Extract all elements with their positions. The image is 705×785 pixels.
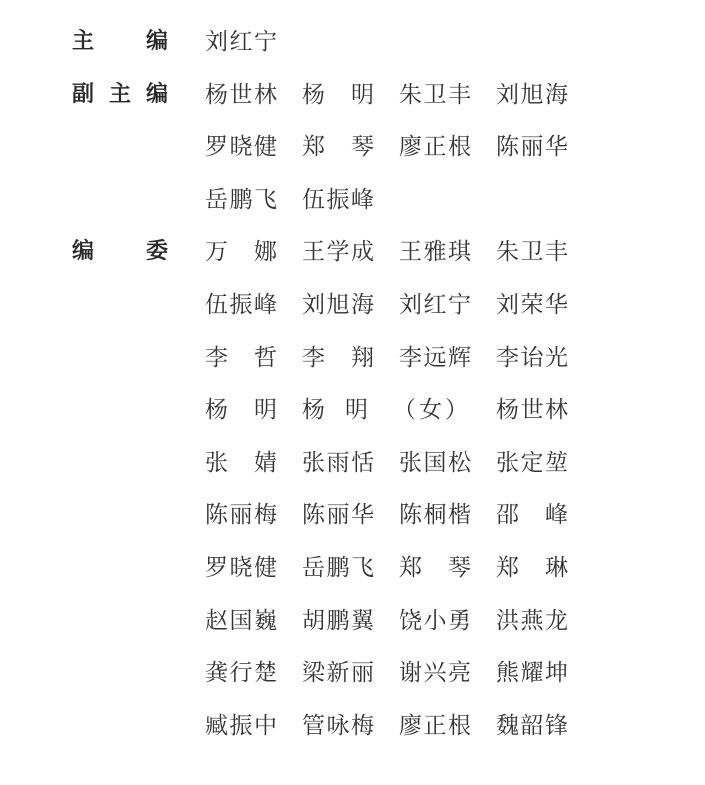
member-name: 洪燕龙 — [496, 607, 568, 634]
member-name: 郑琴 — [399, 555, 471, 581]
member-name: 罗晓健 — [205, 134, 277, 161]
member-name: 张定堃 — [496, 449, 568, 476]
editorial-committee-label: 编委 — [72, 239, 168, 265]
member-name: 管咏梅 — [302, 712, 374, 739]
member-name: 朱卫丰 — [399, 81, 471, 108]
member-name: 胡鹏翼 — [302, 607, 374, 634]
editorial-committee-row — [205, 292, 593, 318]
member-name-text: 杨明 — [302, 397, 368, 424]
member-name: 赵国巍 — [205, 607, 277, 634]
member-name: 伍振峰 — [302, 186, 374, 213]
member-name: 廖正根 — [399, 134, 471, 161]
editorial-committee-row — [205, 713, 593, 739]
member-name: 陈桐楷 — [399, 502, 471, 529]
deputy-chief-editors-row — [205, 187, 399, 213]
member-name: 杨明 — [302, 81, 374, 108]
member-name: 魏韶锋 — [496, 712, 568, 739]
member-name: 杨世林 — [205, 81, 277, 108]
member-name: 陈丽梅 — [205, 502, 277, 529]
member-name: 张雨恬 — [302, 449, 374, 476]
member-name: 郑琴 — [302, 134, 374, 161]
editorial-committee-row — [205, 660, 593, 686]
chief-editor-label: 主编 — [72, 29, 168, 54]
member-name: 朱卫丰 — [496, 239, 568, 266]
member-name: 梁新丽 — [302, 660, 374, 687]
member-name: 刘荣华 — [496, 292, 568, 318]
deputy-chief-editors-label: 副主编 — [72, 81, 168, 107]
editorial-committee-row — [205, 239, 593, 265]
member-name: 臧振中 — [205, 712, 277, 739]
member-name: 郑琳 — [496, 555, 568, 581]
member-name: 万娜 — [205, 239, 277, 266]
member-name: 杨世林 — [496, 397, 568, 424]
editorial-committee-row — [205, 345, 593, 371]
member-name: 岳鹏飞 — [205, 186, 277, 213]
member-name: 谢兴亮 — [399, 660, 471, 687]
editorial-committee-row — [205, 608, 593, 634]
deputy-chief-editors-row — [205, 134, 593, 160]
member-name: 陈丽华 — [496, 134, 568, 161]
editorial-committee-row — [205, 502, 593, 528]
member-name: 李诒光 — [496, 344, 568, 371]
member-name: 陈丽华 — [302, 502, 374, 529]
editorial-committee-row — [205, 397, 593, 423]
female-note: （女） — [393, 397, 471, 424]
member-name: 张国松 — [399, 449, 471, 476]
chief-editor-row — [205, 29, 302, 55]
editorial-committee-row — [205, 450, 593, 476]
member-name: 罗晓健 — [205, 555, 277, 581]
member-name: 张婧 — [205, 449, 277, 476]
member-name: 刘旭海 — [496, 81, 568, 108]
member-name: 刘旭海 — [302, 292, 374, 318]
member-name — [302, 397, 471, 423]
member-name: 李翔 — [302, 344, 374, 371]
member-name: 李哲 — [205, 344, 277, 371]
member-name: 熊耀坤 — [496, 660, 568, 687]
member-name: 王学成 — [302, 239, 374, 266]
member-name: 饶小勇 — [399, 607, 471, 634]
member-name: 杨明 — [205, 397, 277, 424]
member-name: 王雅琪 — [399, 239, 471, 266]
deputy-chief-editors-row — [205, 82, 593, 108]
member-name: 李远辉 — [399, 344, 471, 371]
editorial-committee-row — [205, 555, 593, 581]
member-name: 刘红宁 — [205, 29, 277, 55]
member-name: 伍振峰 — [205, 292, 277, 318]
member-name: 廖正根 — [399, 712, 471, 739]
member-name: 岳鹏飞 — [302, 555, 374, 581]
member-name: 刘红宁 — [399, 292, 471, 318]
member-name: 龚行楚 — [205, 660, 277, 687]
member-name: 邵峰 — [496, 502, 568, 529]
